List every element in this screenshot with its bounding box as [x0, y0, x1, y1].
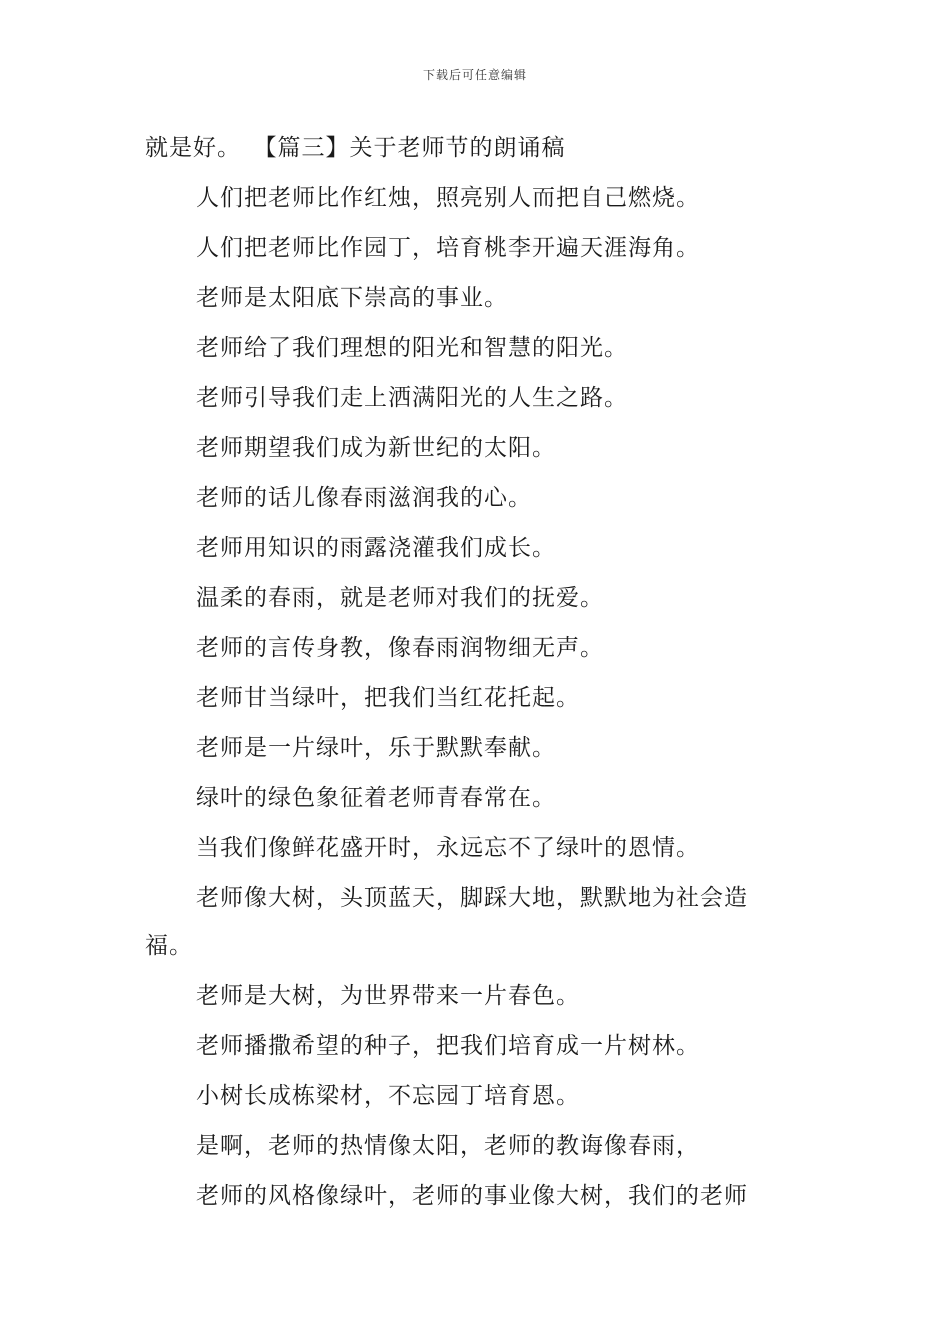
paragraph-line: 人们把老师比作红烛，照亮别人而把自己燃烧。: [196, 185, 700, 211]
paragraph-line: 老师的话儿像春雨滋润我的心。: [196, 485, 532, 511]
first-line: [145, 130, 566, 166]
first-line-text: 就是好。: [145, 135, 241, 161]
paragraph-line: 人们把老师比作园丁，培育桃李开遍天涯海角。: [196, 235, 700, 261]
paragraph-line: 老师是一片绿叶，乐于默默奉献。: [196, 735, 556, 761]
paragraph-line: 老师是太阳底下崇高的事业。: [196, 285, 508, 311]
paragraph-line: 绿叶的绿色象征着老师青春常在。: [196, 785, 556, 811]
paragraph-line: 老师给了我们理想的阳光和智慧的阳光。: [196, 335, 628, 361]
paragraph-line: 老师的风格像绿叶，老师的事业像大树，我们的老师: [196, 1183, 748, 1209]
paragraph-line: 老师是大树，为世界带来一片春色。: [196, 983, 580, 1009]
section-title: 【篇三】关于老师节的朗诵稿: [265, 135, 566, 161]
paragraph-line: 老师甘当绿叶，把我们当红花托起。: [196, 685, 580, 711]
paragraph-line: 老师期望我们成为新世纪的太阳。: [196, 435, 556, 461]
paragraph-line: 老师用知识的雨露浇灌我们成长。: [196, 535, 556, 561]
paragraph-line: 老师的言传身教，像春雨润物细无声。: [196, 635, 604, 661]
paragraph-line: 老师引导我们走上洒满阳光的人生之路。: [196, 385, 628, 411]
paragraph-line: 老师像大树，头顶蓝天，脚踩大地，默默地为社会造: [196, 885, 748, 911]
paragraph-line: 老师播撒希望的种子，把我们培育成一片树林。: [196, 1033, 700, 1059]
paragraph-line-continuation: 福。: [145, 933, 193, 959]
page-header: 下载后可任意编辑: [422, 68, 527, 82]
paragraph-line: 小树长成栋梁材，不忘园丁培育恩。: [196, 1083, 580, 1109]
paragraph-line: 当我们像鲜花盛开时，永远忘不了绿叶的恩情。: [196, 835, 700, 861]
paragraph-line: 是啊，老师的热情像太阳，老师的教诲像春雨，: [196, 1133, 700, 1159]
paragraph-line: 温柔的春雨，就是老师对我们的抚爱。: [196, 585, 604, 611]
